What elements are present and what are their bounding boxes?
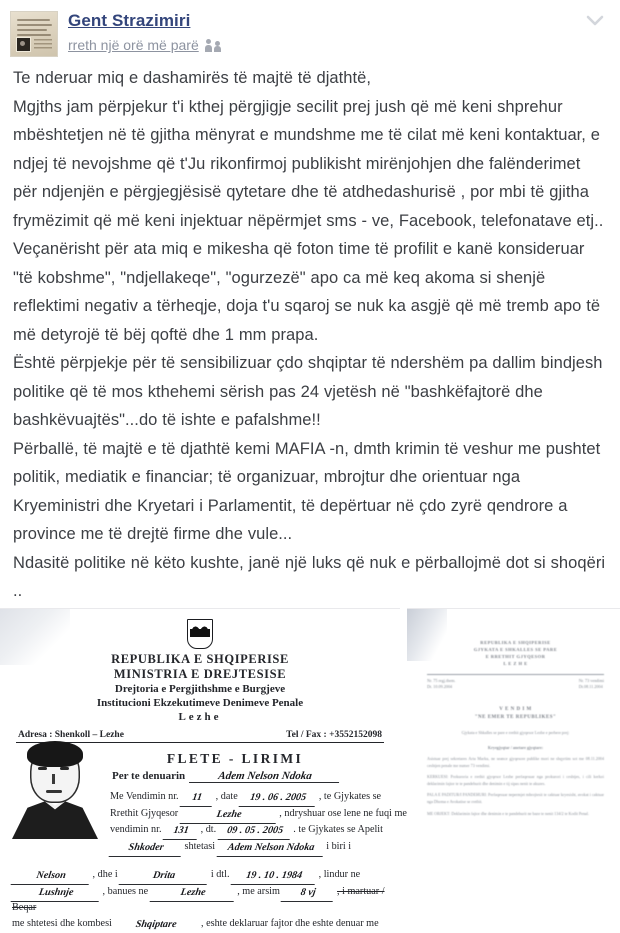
r-ref-right [579,678,604,690]
chevron-down-icon [584,12,606,30]
line-post: , i martuar / Beqar [12,885,385,914]
doc-form-lines-wide [12,867,388,932]
post-header [0,0,620,58]
avatar-caption-lines [34,39,52,50]
line-post: , eshte deklaruar fajtor dhe eshte denuar me [200,917,379,929]
doc-form-line [110,839,388,856]
line-value-2: 09 . 05 . 2005 [217,823,292,840]
r-doc-heading [427,639,604,667]
albanian-eagle-crest-icon [187,619,213,649]
friends-icon-body-1 [205,45,212,52]
r-title-line: "NE EMER TE REPUBLIKES" [474,714,557,720]
r-title-line: V E N D I M [499,707,532,712]
mugshot-nose [52,774,55,784]
line-mid-2: i dtl. [210,869,230,880]
doc-form-line [110,806,407,823]
line-pre: Me Vendimin nr. [110,791,179,802]
post-meta-row [68,37,220,53]
post-paragraph: Përballë, të majtë e të djathtë kemi MAFIA -n, dmth krimin të veshur me pushtet politik, mediatik e financiar; të organizuar, mbrojtur dhe orientuar nga Kryeministri dhe Kryetari i Parlamentit, të depërtuar në çdo zyrë qendrore a province me të drejtë firme dhe vule... [13,439,601,543]
r-heading-line: E RRETHIT GJYQESOR [485,654,546,659]
line-pre: vendimin nr. [110,824,162,836]
line-mid: , banues ne [102,885,149,897]
friends-icon-body-2 [214,46,221,52]
post-timestamp-link[interactable]: rreth një orë më parë [68,37,199,53]
avatar-text-line [17,24,52,26]
r-doc-reference-row [427,678,604,690]
r-ref-line: Dt.08.11.2004 [578,684,603,689]
r-doc-center-line: Gjykata e Shkalles se pare e rrethit gjyqesor Lezhe e perbere prej: [461,730,570,735]
friends-icon[interactable] [206,39,220,52]
line-pre: me shtetesi dhe kombesi [12,917,112,929]
line-value-3: 8 vj [281,885,336,902]
line-value: 11 [180,790,215,807]
doc-form-lines [110,789,407,855]
r-doc-center-line: Kryegjyqtar / anetare gjyqtare: [487,745,544,750]
r-doc-title [427,706,604,721]
line-value-2: 19 . 06 . 2005 [239,790,318,807]
doc-form-line [110,822,388,839]
doc-for-row [112,769,384,782]
line-post: . te Gjykates se Apelit [293,824,383,836]
post-paragraph: Ndasitë politike në këto kushte, janë një luks që nuk e përballojmë dot si shoqëri .. [13,553,606,600]
doc-form-line [110,789,388,806]
mugshot-torso [12,799,98,839]
line-mid: , date [215,791,238,802]
line-post: , lindur ne [318,869,361,880]
r-doc-paragraph: Asistuar prej sekretares Arta Marku, ne seance gjyqesore publike mori ne shqyrtim sot me 08.11.2004 ceshtjen penale me numer 73 vendimi. [427,756,604,768]
post-message [0,58,620,634]
friends-icon-head-1 [206,39,211,44]
flete-lirimi-document [0,609,407,930]
line-mid-2: , me arsim [237,885,280,897]
doc-form-line [12,884,388,916]
post-paragraph: Është përpjekje për të sensibilizuar çdo shqiptar të ndershëm pa dallim bindjesh politike që të mos kthehemi sërish pas 24 vjetësh në "bashkëfajtorë dhe bashkëvuajtës"...do të ishte e pafalshme!! [13,354,603,429]
r-doc-paragraph: ME OBJEKT: Deklarimin fajtor dhe denimin e te pandehurit ne baze te nenit 134/2 te Kodit Penal. [427,810,590,816]
r-doc-rule [427,674,604,675]
doc-heading-institution: Institucioni Ekzekutimeve Denimeve Penale [96,697,304,709]
line-mid: , dhe i [92,869,118,880]
post-paragraph: Mgjths jam përpjekur t'i kthej përgjigje secilit prej jush që më keni shprehur mbështetjen në të gjitha mënyrat e mundshme me të cilat më keni kontaktuar, e ndjej të nevojshme që t'Ju rikonfirmoj publikisht mirënjohjen dhe falënderimet për ndjenjën e përgjegjësisë qytetare dhe të atdhedashurisë , por mbi të gjitha frymëzimit që më keni injektuar nëpërmjet sms - ve, Facebook, telefonatave etj.. [13,97,604,230]
doc-heading-directorate: Drejtoria e Pergjithshme e Burgjeve [114,683,286,695]
line-value-3: 19 . 10 . 1984 [231,868,318,885]
vendim-document [407,609,620,875]
line-value: Lezhe [179,807,278,824]
doc-form-line [12,916,388,933]
line-value: Shkoder [109,840,184,857]
post-attachments [0,608,620,930]
mugshot-mouth [46,790,62,793]
r-doc-paragraph: KERKUESI: Prokuroria e rrethit gjyqesor Lezhe perfaqesuar nga prokurori i ceshtjes, i cili kerkoi deklarimin fajtor te te pandehurit dhe denimin e tij sipas nenit te akuzes. [427,774,604,786]
line-post: , ndryshuar ose lene ne fuqi me [279,807,407,819]
line-value: Lushnje [11,885,102,902]
avatar-text-line [17,19,50,21]
r-heading-line: L E Z H E [503,661,528,666]
mugshot-hair [27,741,83,767]
line-value: Shqiptare [113,917,200,933]
doc-for-label: Per te denuarin [112,770,186,782]
post-paragraph: Te nderuar miq e dashamirës të majtë të djathtë, [13,69,372,87]
r-ref-line: Dt. 10.09.2004 [427,684,453,689]
doc-mugshot-photo [10,741,102,837]
doc-heading-city: Lezhe [178,711,222,723]
doc-for-value: Adem Nelson Ndoka [189,770,341,783]
avatar[interactable] [10,11,58,57]
attachment-image-vendim[interactable] [407,608,620,875]
mugshot-eye-right [60,767,69,770]
r-ref-line: Nr. 75 regj.them. [427,678,456,683]
r-heading-line: REPUBLIKA E SHQIPERISE [480,640,551,645]
doc-heading-ministry: MINISTRIA E DREJTESISE [113,667,287,681]
mugshot-eye-left [38,767,47,770]
post-paragraph: Veçanërisht për ata miq e mikesha që foton time të profilit e kanë konsideruar "të kobshme", "ndjellakeqe", "ogurzezë" apo ca më keq akoma si shenjë reflektimi negativ a tërheqje, doja t'u sqaroj se nuk ka asgjë që më tremb apo të më detyrojë të bëj qoftë dhe 1 mm prapa. [13,240,601,344]
line-pre: Rrethit Gjyqesor [110,807,179,819]
attachment-image-flete-lirimi[interactable] [0,608,407,930]
friends-icon-head-2 [215,41,220,46]
r-ref-line: Nr. 73 vendimi [578,678,604,683]
post-header-text [68,10,220,53]
line-value: Nelson [11,868,92,885]
line-value: 131 [163,823,200,840]
post-menu-button[interactable] [584,12,606,30]
line-post: , te Gjykates se [318,791,382,802]
line-post: i biri i [326,840,352,852]
avatar-text-line [17,29,47,31]
r-doc-paragraph: PALA E PADITUR/I PANDEHURI: Perfaqesuar nepermjet mbrojtesit te caktuar kryesisht, avokat i caktuar nga Dhoma e Avokatise se rrethit. [427,792,604,804]
line-mid: , dt. [200,824,217,836]
avatar-inset-photo [17,38,30,51]
avatar-text-line [17,34,51,36]
line-mid: shtetasi [184,840,216,852]
doc-address: Adresa : Shenkoll – Lezhe [18,730,124,740]
doc-heading-republic: REPUBLIKA E SHQIPERISE [111,652,289,666]
line-value-2: Adem Nelson Ndoka [216,840,325,857]
doc-phone: Tel / Fax : +3552152098 [286,730,382,740]
line-value-2: Lezhe [149,885,236,902]
r-heading-line: GJYKATA E SHKALLES SE PARE [473,647,558,652]
r-ref-left [427,678,456,690]
doc-form-title: FLETE - LIRIMI [166,751,304,766]
doc-form-line [12,867,388,884]
author-name-link[interactable]: Gent Strazimiri [68,11,191,30]
line-value-2: Drita [119,868,210,885]
